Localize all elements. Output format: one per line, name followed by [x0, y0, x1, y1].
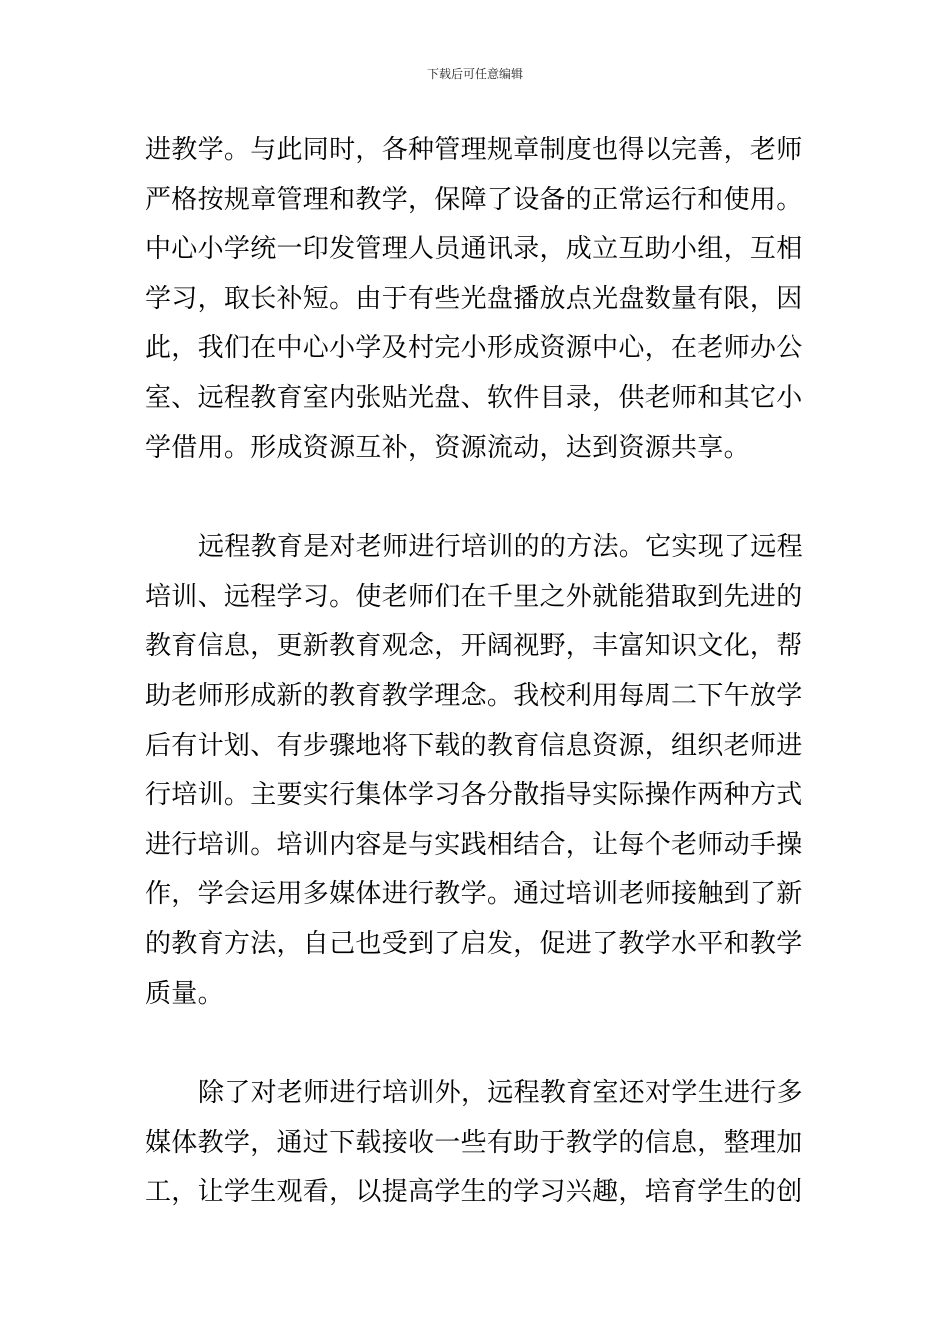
- text-line: 的教育方法，自己也受到了启发，促进了教学水平和教学: [145, 928, 803, 959]
- paragraph-3: [145, 1069, 807, 1218]
- text-line: 作，学会运用多媒体进行教学。通过培训老师接触到了新: [145, 879, 803, 910]
- text-line: 除了对老师进行培训外，远程教育室还对学生进行多: [198, 1078, 803, 1109]
- header-note: 下载后可任意编辑: [426, 67, 523, 81]
- text-line: 室、远程教育室内张贴光盘、软件目录，供老师和其它小: [145, 382, 803, 413]
- paragraph-2: [145, 523, 807, 1019]
- paragraph-1: [145, 126, 807, 473]
- text-line: 此，我们在中心小学及村完小形成资源中心，在老师办公: [145, 333, 803, 364]
- text-line: 远程教育是对老师进行培训的的方法。它实现了远程: [198, 532, 803, 563]
- text-line: 培训、远程学习。使老师们在千里之外就能猎取到先进的: [145, 581, 803, 612]
- text-line: 进行培训。培训内容是与实践相结合，让每个老师动手操: [145, 829, 803, 860]
- document-body: [145, 126, 807, 1218]
- text-line: 助老师形成新的教育教学理念。我校利用每周二下午放学: [145, 680, 803, 711]
- text-line: 工，让学生观看，以提高学生的学习兴趣，培育学生的创: [145, 1177, 803, 1208]
- text-line: 媒体教学，通过下载接收一些有助于教学的信息，整理加: [145, 1127, 803, 1158]
- text-line: 质量。: [145, 978, 224, 1009]
- text-line: 进教学。与此同时，各种管理规章制度也得以完善，老师: [145, 135, 803, 165]
- text-line: 学借用。形成资源互补，资源流动，达到资源共享。: [145, 432, 750, 463]
- text-line: 学习，取长补短。由于有些光盘播放点光盘数量有限，因: [145, 283, 803, 314]
- text-line: 后有计划、有步骤地将下载的教育信息资源，组织老师进: [145, 730, 803, 761]
- paragraph-gap: [145, 473, 807, 523]
- text-line: 严格按规章管理和教学，保障了设备的正常运行和使用。: [145, 184, 803, 215]
- text-line: 行培训。主要实行集体学习各分散指导实际操作两种方式: [145, 780, 803, 811]
- paragraph-gap: [145, 1019, 807, 1069]
- text-line: 中心小学统一印发管理人员通讯录，成立互助小组，互相: [145, 234, 803, 265]
- text-line: 教育信息，更新教育观念，开阔视野，丰富知识文化，帮: [145, 631, 803, 662]
